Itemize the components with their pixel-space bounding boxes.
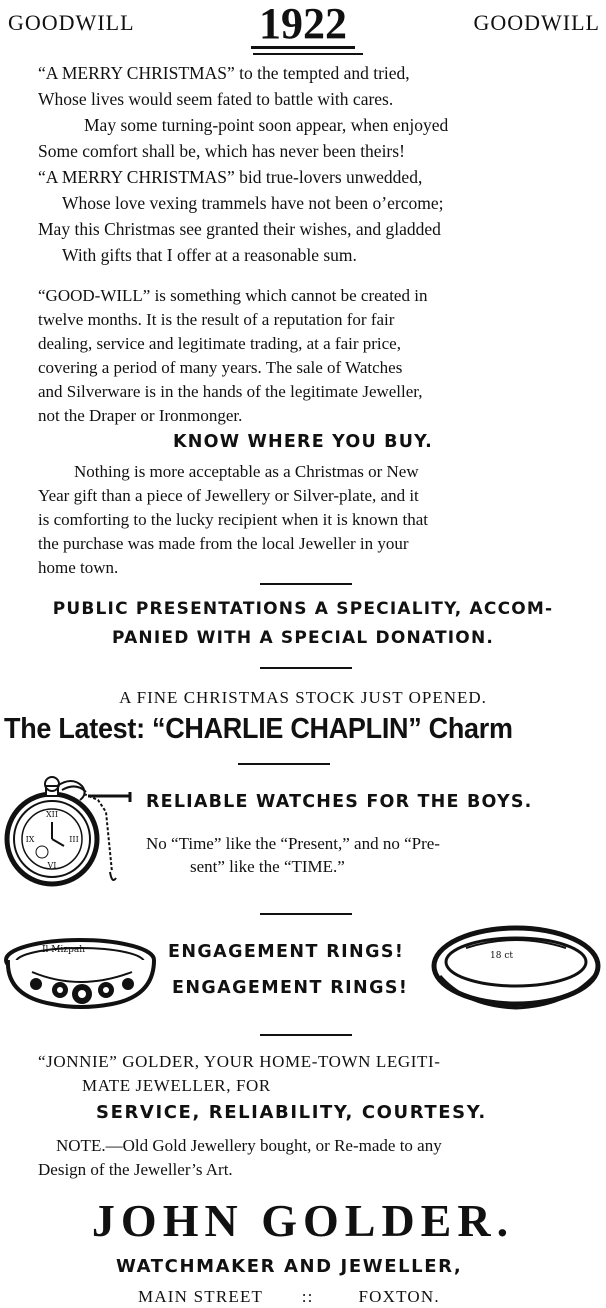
poem-line: Whose lives would seem fated to battle with cares.	[38, 89, 394, 109]
presentations	[0, 595, 606, 653]
para-line: Year gift than a piece of Jewellery or Silver-plate, and it	[38, 486, 419, 505]
divider	[260, 913, 352, 915]
pocket-watch-icon	[2, 772, 142, 890]
goodwill-paragraph	[38, 284, 427, 428]
business-name: JOHN GOLDER.	[91, 1195, 515, 1246]
note-line: Design of the Jeweller’s Art.	[38, 1160, 233, 1179]
latest-line: The Latest: “CHARLIE CHAPLIN” Charm	[4, 713, 513, 745]
know-heading: KNOW WHERE YOU BUY.	[173, 432, 433, 452]
divider	[260, 1034, 352, 1036]
header-year: 1922	[251, 2, 355, 49]
poem-line: May some turning-point soon appear, when enjoyed	[84, 115, 449, 135]
presentations-line: PUBLIC PRESENTATIONS A SPECIALITY, ACCOM-	[52, 599, 554, 619]
trade-line: WATCHMAKER AND JEWELLER,	[116, 1256, 463, 1277]
para-line: Nothing is more acceptable as a Christmas or New	[74, 462, 419, 481]
address	[138, 1287, 440, 1307]
rings-line-1: ENGAGEMENT RINGS!	[168, 942, 405, 962]
para-line: dealing, service and legitimate trading, at a fair price,	[38, 334, 401, 353]
service-line: SERVICE, RELIABILITY, COURTESY.	[96, 1102, 487, 1123]
presentations-line: PANIED WITH A SPECIAL DONATION.	[111, 628, 495, 648]
rings-line-2: ENGAGEMENT RINGS!	[172, 978, 409, 998]
poem-line: Whose love vexing trammels have not been o’ercome;	[62, 193, 444, 213]
gift-paragraph	[38, 460, 428, 580]
stock-line: A FINE CHRISTMAS STOCK JUST OPENED.	[119, 688, 487, 707]
divider	[260, 667, 352, 669]
para-line: covering a period of many years. The sale of Watches	[38, 358, 403, 377]
para-line: is comforting to the lucky recipient when it is known that	[38, 510, 428, 529]
poem-line: May this Christmas see granted their wishes, and gladded	[38, 219, 441, 239]
svg-text:18 ct: 18 ct	[490, 951, 513, 961]
jonnie-line: “JONNIE” GOLDER, YOUR HOME-TOWN LEGITI-	[38, 1052, 441, 1071]
para-line: the purchase was made from the local Jeweller in your	[38, 534, 409, 553]
band-ring-icon	[426, 918, 604, 1018]
divider	[260, 583, 352, 585]
svg-text:XII: XII	[45, 810, 59, 819]
svg-text:IX: IX	[25, 835, 35, 844]
poem-line: “A MERRY CHRISTMAS” bid true-lovers unwedded,	[38, 167, 423, 187]
para-line: home town.	[38, 558, 119, 577]
svg-text:Il Mizpah: Il Mizpah	[42, 945, 86, 955]
address-town: FOXTON.	[358, 1287, 440, 1306]
jonnie-text	[38, 1050, 441, 1098]
para-line: “GOOD-WILL” is something which cannot be created in	[38, 286, 428, 305]
para-line: twelve months. It is the result of a reputation for fair	[38, 310, 395, 329]
para-line: and Silverware is in the hands of the legitimate Jeweller,	[38, 382, 423, 401]
watches-heading: RELIABLE WATCHES FOR THE BOYS.	[146, 792, 533, 812]
jewelled-ring-icon	[2, 918, 162, 1018]
watches-line: No “Time” like the “Present,” and no “Pre-	[146, 834, 440, 853]
svg-text:III: III	[69, 835, 79, 844]
poem	[0, 60, 606, 268]
divider	[238, 763, 330, 765]
year-underline	[253, 53, 363, 55]
jonnie-line: MATE JEWELLER, FOR	[82, 1076, 271, 1095]
svg-text:VI: VI	[47, 861, 57, 870]
address-separator: ::	[301, 1287, 314, 1306]
para-line: not the Draper or Ironmonger.	[38, 406, 243, 425]
header-left: GOODWILL	[8, 10, 135, 35]
poem-line: “A MERRY CHRISTMAS” to the tempted and tried,	[38, 63, 410, 83]
note-text	[38, 1134, 442, 1182]
note-line: NOTE.—Old Gold Jewellery bought, or Re-made to any	[56, 1136, 442, 1155]
header-right: GOODWILL	[473, 10, 600, 35]
address-street: MAIN STREET	[138, 1287, 263, 1306]
poem-line: Some comfort shall be, which has never been theirs!	[38, 141, 405, 161]
poem-line: With gifts that I offer at a reasonable sum.	[62, 245, 357, 265]
watches-text	[146, 832, 440, 878]
watches-line: sent” like the “TIME.”	[190, 857, 345, 876]
